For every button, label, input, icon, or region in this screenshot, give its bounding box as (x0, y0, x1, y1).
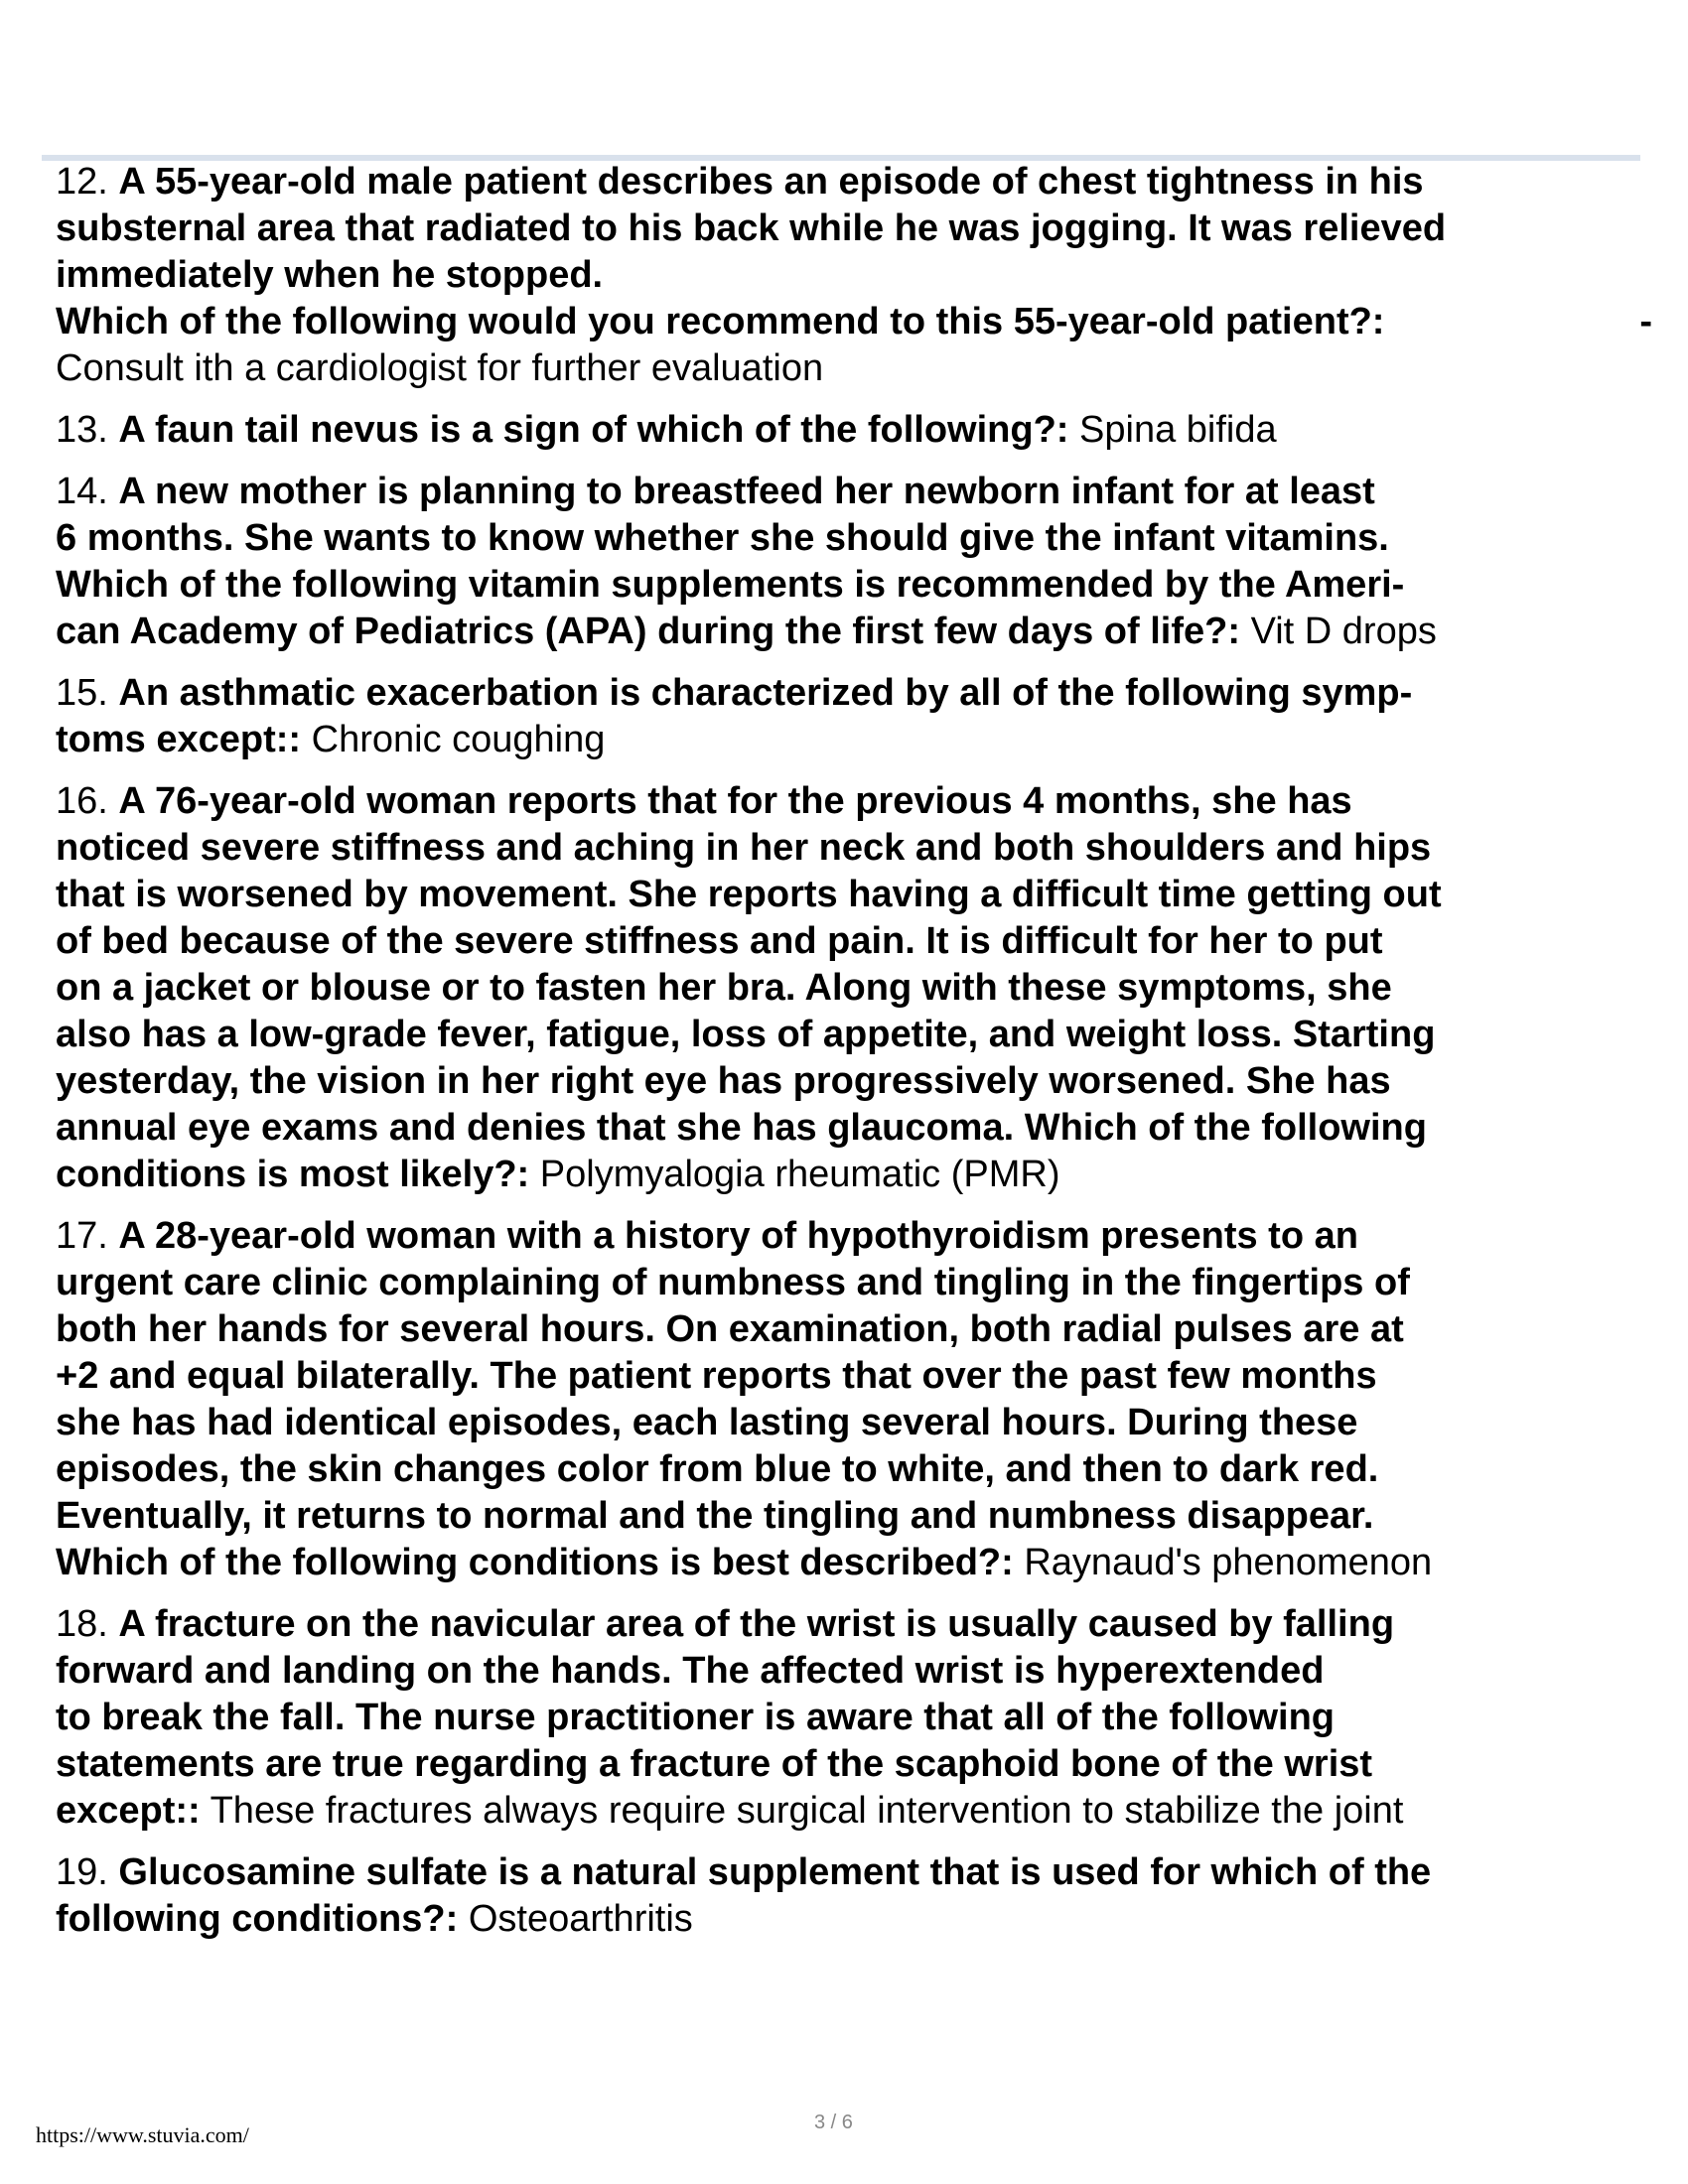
question-list (56, 159, 1652, 1958)
question-text: both her hands for several hours. On examination, both radial pulses are at (56, 1308, 1404, 1350)
qa-item-12 (56, 159, 1652, 392)
qa-item-13 (56, 407, 1644, 454)
question-number: 17. (56, 1215, 108, 1257)
question-text: A new mother is planning to breastfeed her newborn infant for at least (118, 471, 1375, 512)
question-text: immediately when he stopped. (56, 254, 604, 296)
question-text: of bed because of the severe stiffness and pain. It is difficult for her to put (56, 920, 1383, 962)
qa-item-15 (56, 670, 1644, 763)
qa-item-17 (56, 1213, 1644, 1586)
qa-item-19 (56, 1849, 1644, 1943)
question-text: Glucosamine sulfate is a natural supplement that is used for which of the (118, 1851, 1432, 1893)
answer-text: Vit D drops (1250, 611, 1437, 652)
question-text: A fracture on the navicular area of the wrist is usually caused by falling (118, 1603, 1395, 1645)
question-text: Which of the following conditions is best described?: (56, 1542, 1014, 1583)
question-text: annual eye exams and denies that she has glaucoma. Which of the following (56, 1107, 1427, 1149)
answer-text: Consult ith a cardiologist for further evaluation (56, 347, 824, 389)
question-text: on a jacket or blouse or to fasten her bra. Along with these symptoms, she (56, 967, 1392, 1009)
question-text: A 28-year-old woman with a history of hypothyroidism presents to an (118, 1215, 1358, 1257)
question-text: Which of the following vitamin supplements is recommended by the Ameri- (56, 564, 1405, 606)
question-text: forward and landing on the hands. The affected wrist is hyperextended (56, 1650, 1325, 1692)
footer-url-link[interactable]: https://www.stuvia.com/ (36, 2122, 249, 2147)
question-number: 13. (56, 409, 108, 451)
page-indicator: 3 / 6 (814, 2112, 853, 2133)
question-text: conditions is most likely?: (56, 1154, 530, 1195)
question-text: yesterday, the vision in her right eye has progressively worsened. She has (56, 1060, 1391, 1102)
question-text: following conditions?: (56, 1898, 459, 1940)
question-text: +2 and equal bilaterally. The patient reports that over the past few months (56, 1355, 1377, 1397)
answer-text: These fractures always require surgical intervention to stabilize the joint (210, 1790, 1404, 1832)
question-text: that is worsened by movement. She reports having a difficult time getting out (56, 874, 1442, 915)
question-number: 18. (56, 1603, 108, 1645)
question-text: A faun tail nevus is a sign of which of the following?: (118, 409, 1069, 451)
question-text: except:: (56, 1790, 201, 1832)
answer-text: Osteoarthritis (468, 1898, 693, 1940)
question-number: 15. (56, 672, 108, 714)
question-text: A 55-year-old male patient describes an episode of chest tightness in his (118, 161, 1424, 203)
qa-item-16 (56, 778, 1644, 1198)
question-text: urgent care clinic complaining of numbness and tingling in the fingertips of (56, 1262, 1410, 1303)
answer-text: Polymyalogia rheumatic (PMR) (539, 1154, 1060, 1195)
question-text: toms except:: (56, 719, 302, 760)
question-text: An asthmatic exacerbation is characterized by all of the following symp- (118, 672, 1413, 714)
qa-item-18 (56, 1601, 1644, 1835)
question-text: she has had identical episodes, each lasting several hours. During these (56, 1402, 1358, 1443)
question-text: Eventually, it returns to normal and the tingling and numbness disappear. (56, 1495, 1374, 1537)
question-text: to break the fall. The nurse practitioner is aware that all of the following (56, 1697, 1335, 1738)
answer-text: Raynaud's phenomenon (1024, 1542, 1433, 1583)
answer-text: Spina bifida (1079, 409, 1277, 451)
question-text: substernal area that radiated to his back while he was jogging. It was relieved (56, 207, 1447, 249)
question-text: can Academy of Pediatrics (APA) during the first few days of life?: (56, 611, 1240, 652)
question-number: 12. (56, 161, 108, 203)
question-number: 14. (56, 471, 108, 512)
question-text: 6 months. She wants to know whether she should give the infant vitamins. (56, 517, 1389, 559)
question-number: 16. (56, 780, 108, 822)
question-text: Which of the following would you recommend to this 55-year-old patient?: (56, 301, 1385, 342)
question-number: 19. (56, 1851, 108, 1893)
question-text: A 76-year-old woman reports that for the previous 4 months, she has (118, 780, 1352, 822)
question-text: episodes, the skin changes color from blue to white, and then to dark red. (56, 1448, 1379, 1490)
qa-item-14 (56, 469, 1644, 655)
answer-separator: - (1639, 301, 1652, 342)
answer-text: Chronic coughing (311, 719, 606, 760)
question-text: noticed severe stiffness and aching in her neck and both shoulders and hips (56, 827, 1432, 869)
question-text: also has a low-grade fever, fatigue, loss of appetite, and weight loss. Starting (56, 1014, 1436, 1055)
question-text: statements are true regarding a fracture of the scaphoid bone of the wrist (56, 1743, 1373, 1785)
